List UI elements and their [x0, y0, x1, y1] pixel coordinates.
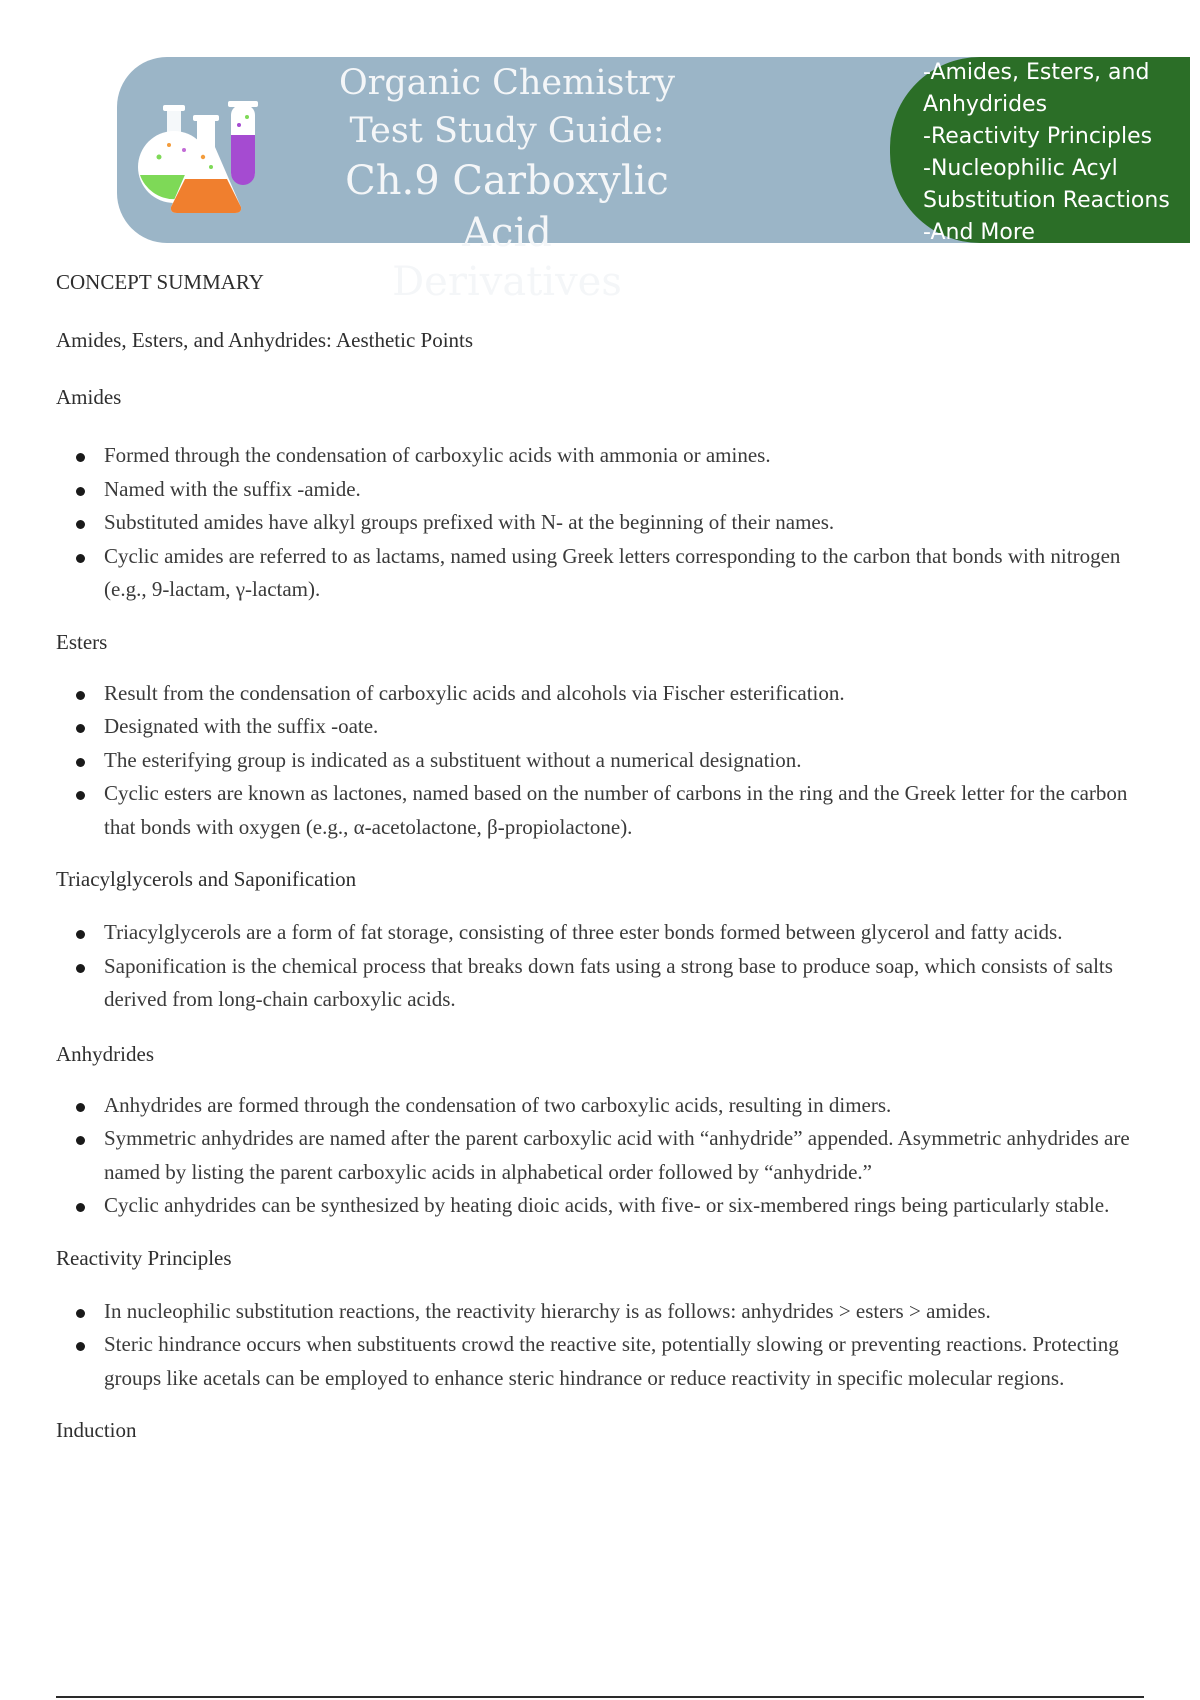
list-item: Saponification is the chemical process that breaks down fats using a strong base to produce soap, which consists of salts derived from long-chain carboxylic acids.: [56, 950, 1146, 1017]
anhydrides-heading: Anhydrides: [56, 1041, 154, 1066]
list-item: Triacylglycerols are a form of fat storage, consisting of three ester bonds formed between glycerol and fatty acids.: [56, 916, 1146, 950]
list-item: In nucleophilic substitution reactions, the reactivity hierarchy is as follows: anhydrides > esters > amides.: [56, 1295, 1146, 1329]
amides-list: [56, 439, 1146, 607]
topics-list: [923, 57, 1193, 249]
list-item: Cyclic amides are referred to as lactams, named using Greek letters corresponding to the carbon that bonds with nitrogen (e.g., 9-lactam, γ-lactam).: [56, 540, 1146, 607]
list-item: Cyclic esters are known as lactones, named based on the number of carbons in the ring and the Greek letter for the carbon that bonds with oxygen (e.g., α-acetolactone, β-propiolactone).: [56, 777, 1146, 844]
document-body: [56, 267, 1146, 1445]
esters-list: [56, 677, 1146, 845]
list-item: Result from the condensation of carboxylic acids and alcohols via Fischer esterification.: [56, 677, 1146, 711]
triacylglycerols-list: [56, 916, 1146, 1017]
banner-title-line-3: Ch.9 Carboxylic Acid: [345, 158, 669, 256]
chemistry-flasks-icon: [129, 95, 274, 220]
concept-summary-heading: CONCEPT SUMMARY: [56, 270, 264, 294]
esters-heading: Esters: [56, 629, 108, 654]
banner-title-line-4: Derivatives: [392, 259, 622, 305]
anhydrides-list: [56, 1089, 1146, 1223]
bottom-divider: [56, 1696, 1144, 1698]
amides-heading: Amides: [56, 385, 122, 409]
list-item: Substituted amides have alkyl groups prefixed with N- at the beginning of their names.: [56, 506, 1146, 540]
topic-line: -Amides, Esters, and: [923, 60, 1150, 85]
reactivity-list: [56, 1295, 1146, 1396]
list-item: Anhydrides are formed through the condensation of two carboxylic acids, resulting in dimers.: [56, 1089, 1146, 1123]
topic-line: -Nucleophilic Acyl: [923, 156, 1118, 181]
list-item: The esterifying group is indicated as a substituent without a numerical designation.: [56, 744, 1146, 778]
list-item: Named with the suffix -amide.: [56, 473, 1146, 507]
reactivity-heading: Reactivity Principles: [56, 1245, 232, 1270]
list-item: Symmetric anhydrides are named after the parent carboxylic acid with “anhydride” appended. Asymmetric anhydrides are named by listing the parent carboxylic acids in alphabetical order followed by “anhydride.”: [56, 1122, 1146, 1189]
induction-heading: Induction: [56, 1418, 137, 1442]
list-item: Designated with the suffix -oate.: [56, 710, 1146, 744]
topic-line: -Reactivity Principles: [923, 124, 1153, 149]
list-item: Formed through the condensation of carboxylic acids with ammonia or amines.: [56, 439, 1146, 473]
topic-line: Anhydrides: [923, 92, 1048, 117]
banner-title-line-1: Organic Chemistry: [338, 63, 676, 103]
list-item: Cyclic anhydrides can be synthesized by heating dioic acids, with five- or six-membered rings being particularly stable.: [56, 1189, 1146, 1223]
triacylglycerols-heading: Triacylglycerols and Saponification: [56, 867, 357, 891]
banner-title-line-2: Test Study Guide:: [349, 111, 665, 151]
list-item: Steric hindrance occurs when substituents crowd the reactive site, potentially slowing or preventing reactions. Protecting groups like acetals can be employed to enhance steric hindrance or reduce reactivity in specific molecular regions.: [56, 1328, 1146, 1395]
section-title: Amides, Esters, and Anhydrides: Aesthetic Points: [56, 328, 474, 352]
topic-line: Substitution Reactions: [923, 188, 1170, 213]
topic-line: -And More: [923, 220, 1035, 245]
